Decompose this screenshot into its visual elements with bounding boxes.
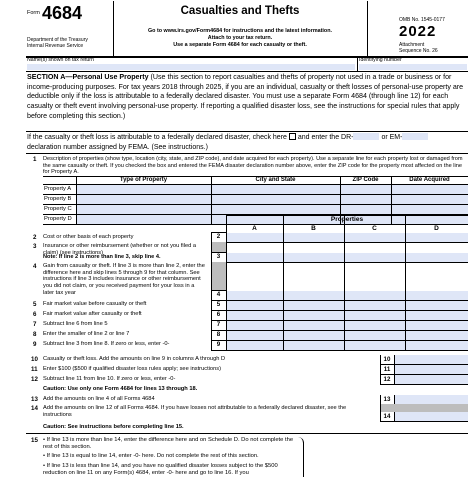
row-property-c: Property C bbox=[44, 206, 72, 212]
form-label: Form bbox=[27, 10, 40, 16]
row-property-b: Property B bbox=[44, 196, 72, 202]
line-12-text: Subtract line 11 from line 10. If zero or less, enter -0- bbox=[43, 376, 176, 382]
line-9-col-d-input[interactable] bbox=[406, 341, 468, 350]
line-2-col-b-input[interactable] bbox=[284, 233, 344, 242]
line-10-box-label: 10 bbox=[383, 356, 391, 363]
property-a-entry[interactable] bbox=[77, 185, 468, 194]
omb-number: OMB No. 1545-0177 bbox=[399, 17, 445, 23]
name-label: Name(s) shown on tax return bbox=[27, 57, 94, 63]
caution-note-6: Caution: See instructions before completing line 15. bbox=[43, 424, 184, 430]
line-5-col-d-input[interactable] bbox=[406, 301, 468, 310]
line-3-text: Insurance or other reimbursement (whether or not you filed a claim) (see instructions) bbox=[43, 243, 197, 256]
property-c-entry[interactable] bbox=[77, 205, 468, 214]
line-7-col-b-input[interactable] bbox=[284, 321, 344, 330]
line-6-col-c-input[interactable] bbox=[345, 311, 405, 320]
line-5-col-b-input[interactable] bbox=[284, 301, 344, 310]
line-8-text: Enter the smaller of line 2 or line 7 bbox=[43, 331, 130, 337]
instruction-line-3: Use a separate Form 4684 for each casualty or theft. bbox=[173, 42, 307, 48]
line-6-number: 6 bbox=[33, 311, 37, 318]
form-number: 4684 bbox=[42, 3, 83, 23]
line-14-box-label: 14 bbox=[383, 413, 391, 420]
line-15-bullet-1: • If line 13 is more than line 14, enter the difference here and on Schedule D. Do not complete the rest of this section. bbox=[43, 437, 294, 451]
line-15-number: 15 bbox=[31, 437, 38, 444]
line-3-box-label: 3 bbox=[216, 253, 221, 260]
line-14-shade bbox=[380, 404, 468, 412]
dr-number-field[interactable] bbox=[353, 133, 379, 140]
line-14-amount-input[interactable] bbox=[395, 412, 468, 421]
line-3-note: Note: If line 2 is more than line 3, skip line 4. bbox=[43, 254, 161, 260]
line-4-text: Gain from casualty or theft. If line 3 is more than line 2, enter the difference here and skip lines 5 through 9 for that column. See instructions if line 3 includes insurance or other reimbursement you did not claim, or you received payment for your loss in a later tax year bbox=[43, 263, 205, 296]
line-15-brace bbox=[298, 437, 304, 477]
line-15-bullet-3: • If line 13 is less than line 14, and you have no qualified disaster losses subject to the $500 reduction on line 11 on any Form(s) 4684, enter -0- here and go to line 16. If you bbox=[43, 463, 278, 477]
federal-disaster-text-2: declaration number assigned by FEMA. (See instructions.) bbox=[27, 143, 208, 151]
col-city-state: City and State bbox=[255, 177, 296, 183]
line-13-text: Add the amounts on line 4 of all Forms 4684 bbox=[43, 396, 155, 402]
section-a-body: (Use this section to report casualties and thefts of property not used in a trade or business or for income-producing purposes. For tax years 2018 through 2025, if you are an individual, casualty or theft losses of personal-use property are deductible only if the loss is attributable to a federally declared disaster. You must use a separate Form 4684 (through line 12) for each casualty or theft event involving personal-use property. If reporting a qualified disaster loss, see the instructions for special rules that apply before completing this section.) bbox=[27, 73, 464, 120]
line-4-col-a-input[interactable] bbox=[227, 291, 283, 300]
line-3-number: 3 bbox=[33, 243, 37, 250]
properties-header: Properties bbox=[330, 216, 364, 223]
line-4-number: 4 bbox=[33, 263, 37, 270]
line-7-text: Subtract line 6 from line 5 bbox=[43, 321, 108, 327]
col-d-header: D bbox=[434, 225, 439, 232]
line-10-text: Casualty or theft loss. Add the amounts on line 9 in columns A through D bbox=[43, 356, 226, 362]
line-11-box-label: 11 bbox=[383, 366, 391, 373]
line-6-text: Fair market value after casualty or theft bbox=[43, 311, 142, 317]
line-5-box-label: 5 bbox=[216, 301, 221, 308]
line-7-col-a-input[interactable] bbox=[227, 321, 283, 330]
federal-disaster-text: If the casualty or theft loss is attributable to a federally declared disaster, check here bbox=[27, 134, 287, 141]
line-3-col-c-input[interactable] bbox=[345, 253, 405, 262]
line-7-col-d-input[interactable] bbox=[406, 321, 468, 330]
line-3-col-a-input[interactable] bbox=[227, 253, 283, 262]
department-text: Department of the Treasury Internal Revenue Service bbox=[27, 37, 88, 49]
line-11-text: Enter $100 ($500 if qualified disaster loss rules apply; see instructions) bbox=[43, 366, 221, 372]
col-c-header: C bbox=[372, 225, 377, 232]
line-12-number: 12 bbox=[31, 376, 38, 383]
line-7-number: 7 bbox=[33, 321, 37, 328]
form-title: Casualties and Thefts bbox=[180, 5, 300, 17]
line-5-col-c-input[interactable] bbox=[345, 301, 405, 310]
line-13-number: 13 bbox=[31, 396, 38, 403]
line-14-number: 14 bbox=[31, 405, 38, 412]
line-8-col-b-input[interactable] bbox=[284, 331, 344, 340]
identifying-number-field[interactable] bbox=[359, 64, 467, 70]
line-3-col-d-input[interactable] bbox=[406, 253, 468, 262]
section-a-heading: SECTION A—Personal Use Property bbox=[27, 73, 149, 81]
line-2-number: 2 bbox=[33, 234, 37, 241]
row-property-a: Property A bbox=[44, 186, 72, 192]
line-3-shade bbox=[211, 242, 226, 252]
line-9-number: 9 bbox=[33, 341, 37, 348]
line-12-amount-input[interactable] bbox=[395, 375, 468, 384]
line-7-box-label: 7 bbox=[216, 321, 221, 328]
line-5-text: Fair market value before casualty or theft bbox=[43, 301, 147, 307]
line-2-text: Cost or other basis of each property bbox=[43, 234, 134, 240]
em-label: or EM- bbox=[381, 134, 403, 141]
line-10-number: 10 bbox=[31, 356, 38, 363]
em-number-field[interactable] bbox=[402, 133, 428, 140]
line-6-box-label: 6 bbox=[216, 311, 221, 318]
line-9-col-b-input[interactable] bbox=[284, 341, 344, 350]
federal-disaster-line bbox=[27, 133, 468, 152]
caution-note-3: Caution: Use only one Form 4684 for lines 13 through 18. bbox=[43, 386, 198, 392]
line-4-col-b-input[interactable] bbox=[284, 291, 344, 300]
tax-year: 2022 bbox=[399, 23, 437, 40]
line-2-col-c-input[interactable] bbox=[345, 233, 405, 242]
line-5-col-a-input[interactable] bbox=[227, 301, 283, 310]
line-9-text: Subtract line 3 from line 8. If zero or less, enter -0- bbox=[43, 341, 170, 347]
line-6-col-a-input[interactable] bbox=[227, 311, 283, 320]
line-8-box-label: 8 bbox=[216, 331, 221, 338]
line-4-col-d-input[interactable] bbox=[406, 291, 468, 300]
line-2-col-a-input[interactable] bbox=[227, 233, 283, 242]
line-7-col-c-input[interactable] bbox=[345, 321, 405, 330]
line-2-col-d-input[interactable] bbox=[406, 233, 468, 242]
line-9-col-a-input[interactable] bbox=[227, 341, 283, 350]
identifying-number-label: Identifying number bbox=[359, 57, 402, 63]
line-1-number: 1 bbox=[33, 156, 37, 163]
instruction-line-1: Go to www.irs.gov/Form4684 for instructions and the latest information. bbox=[147, 28, 332, 34]
line-4-box-label: 4 bbox=[216, 291, 221, 298]
line-11-number: 11 bbox=[31, 366, 38, 373]
instruction-line-2: Attach to your tax return. bbox=[207, 35, 273, 41]
federal-disaster-checkbox[interactable] bbox=[289, 133, 296, 140]
col-zip-code: ZIP Code bbox=[352, 177, 379, 183]
line-4-shade bbox=[211, 262, 226, 290]
line-1-description: Description of properties (show type, location (city, state, and ZIP code), and date acquired for each property). Use a separate line for each property lost or damaged from the same casualty or theft. If you checked the box and entered the FEMA disaster declaration number above, enter the ZIP code for the property most affected on the line for Property A. bbox=[43, 156, 463, 175]
col-b-header: B bbox=[311, 225, 316, 232]
line-14-text: Add the amounts on line 12 of all Forms 4684. If you have losses not attributable to a federally declared disaster, see the instructions bbox=[43, 405, 347, 418]
col-a-header: A bbox=[252, 225, 257, 232]
line-15-bullet-2: • If line 13 is equal to line 14, enter -0- here. Do not complete the rest of this section. bbox=[43, 453, 259, 459]
col-type-of-property: Type of Property bbox=[119, 177, 168, 183]
line-2-box-label: 2 bbox=[216, 233, 221, 240]
line-6-col-b-input[interactable] bbox=[284, 311, 344, 320]
line-3-col-b-input[interactable] bbox=[284, 253, 344, 262]
line-9-col-c-input[interactable] bbox=[345, 341, 405, 350]
line-11-amount-input[interactable] bbox=[395, 365, 468, 374]
attachment-sequence: Attachment Sequence No. 26 bbox=[399, 42, 438, 54]
line-4-col-c-input[interactable] bbox=[345, 291, 405, 300]
row-property-d: Property D bbox=[44, 216, 72, 222]
line-8-number: 8 bbox=[33, 331, 37, 338]
section-a-intro bbox=[27, 73, 468, 122]
line-8-col-c-input[interactable] bbox=[345, 331, 405, 340]
line-12-box-label: 12 bbox=[383, 376, 391, 383]
line-8-col-d-input[interactable] bbox=[406, 331, 468, 340]
line-6-col-d-input[interactable] bbox=[406, 311, 468, 320]
line-9-box-label: 9 bbox=[216, 341, 221, 348]
property-b-entry[interactable] bbox=[77, 195, 468, 204]
line-13-amount-input[interactable] bbox=[395, 395, 468, 404]
line-5-number: 5 bbox=[33, 301, 37, 308]
name-field[interactable] bbox=[27, 64, 355, 70]
line-13-box-label: 13 bbox=[383, 396, 391, 403]
line-10-amount-input[interactable] bbox=[395, 355, 468, 364]
line-8-col-a-input[interactable] bbox=[227, 331, 283, 340]
dr-label: and enter the DR- bbox=[297, 134, 354, 141]
col-date-acquired: Date Acquired bbox=[409, 177, 450, 183]
